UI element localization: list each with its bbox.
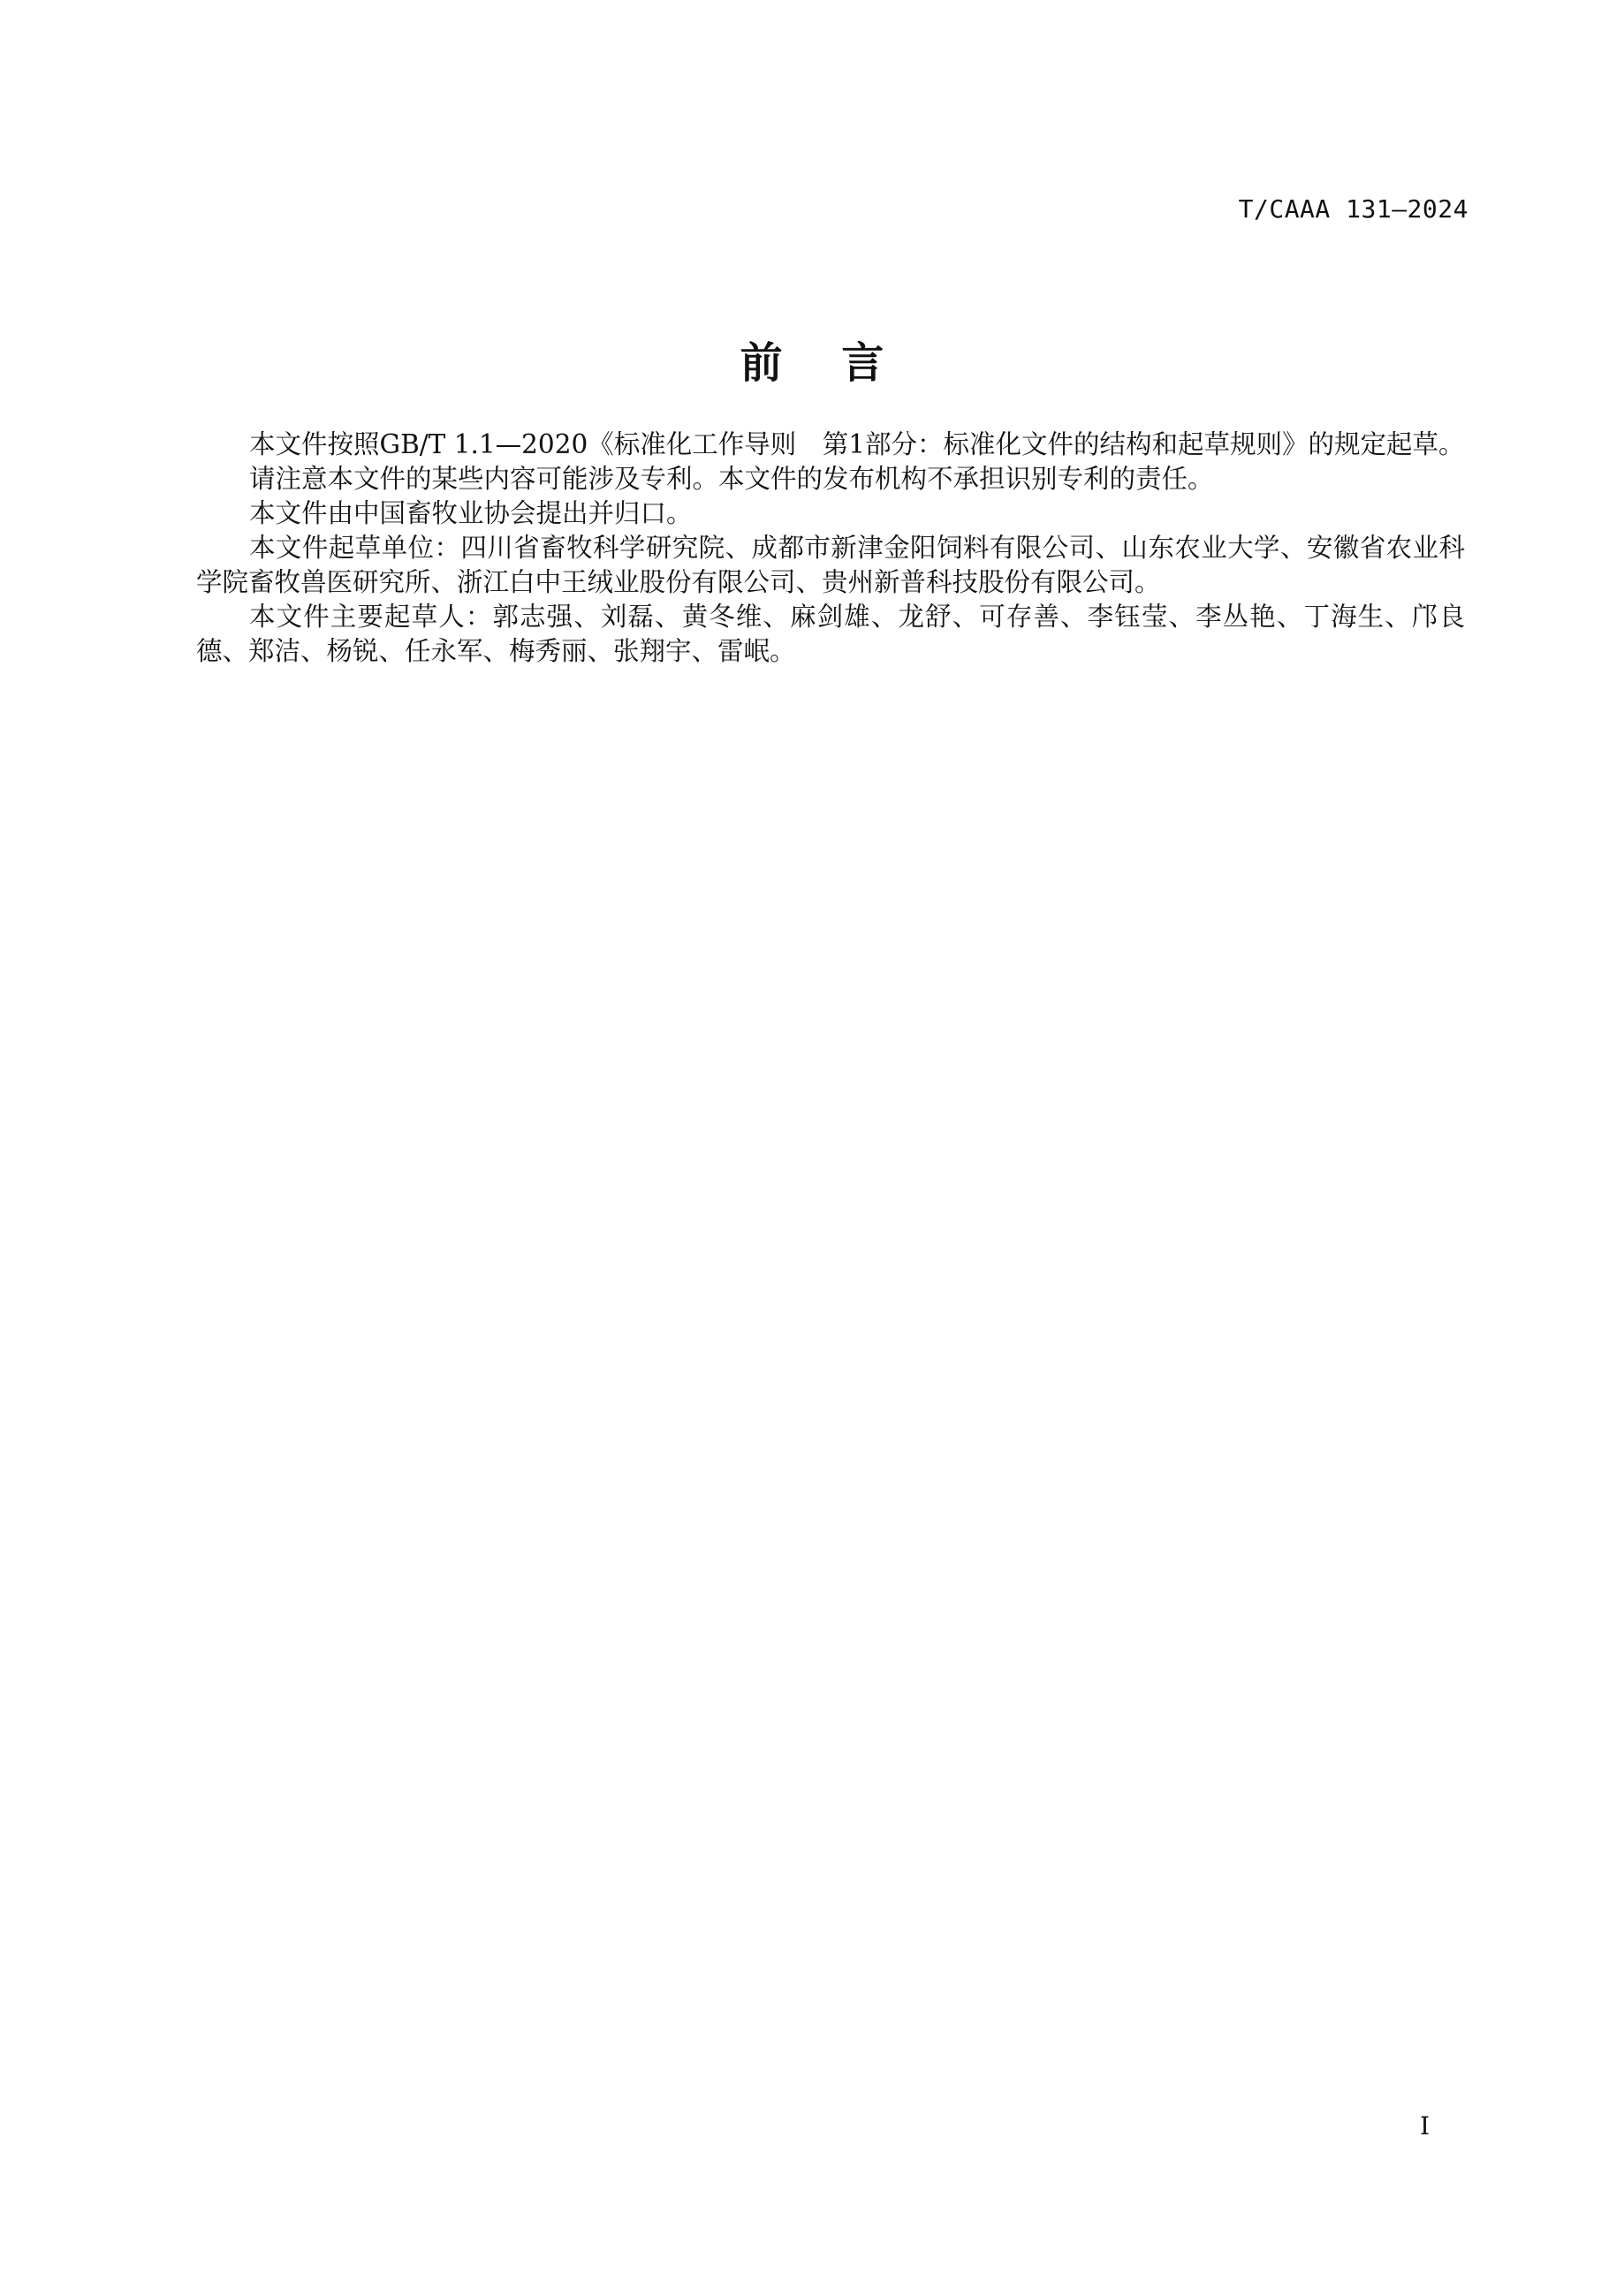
paragraph-patent-notice: 请注意本文件的某些内容可能涉及专利。本文件的发布机构不承担识别专利的责任。 [249, 464, 1214, 494]
document-code: T/CAAA 131—2024 [1238, 194, 1468, 224]
page-title: 前 言 [740, 338, 884, 388]
paragraph-proposer: 本文件由中国畜牧业协会提出并归口。 [249, 498, 693, 528]
preface-body [196, 428, 1465, 669]
page-number: I [1419, 2111, 1430, 2141]
paragraph-drafters: 本文件主要起草人：郭志强、刘磊、黄冬维、麻剑雄、龙舒、可存善、李钰莹、李丛艳、丁海生、邝良德、郑洁、杨锐、任永军、梅秀丽、张翔宇、雷岷。 [196, 602, 1465, 666]
paragraph-drafting-rules: 本文件按照GB/T 1.1—2020《标准化工作导则 第1部分：标准化文件的结构和起草规则》的规定起草。 [249, 429, 1465, 459]
paragraph-drafting-units: 本文件起草单位：四川省畜牧科学研究院、成都市新津金阳饲料有限公司、山东农业大学、安徽省农业科学院畜牧兽医研究所、浙江白中王绒业股份有限公司、贵州新普科技股份有限公司。 [196, 533, 1465, 597]
